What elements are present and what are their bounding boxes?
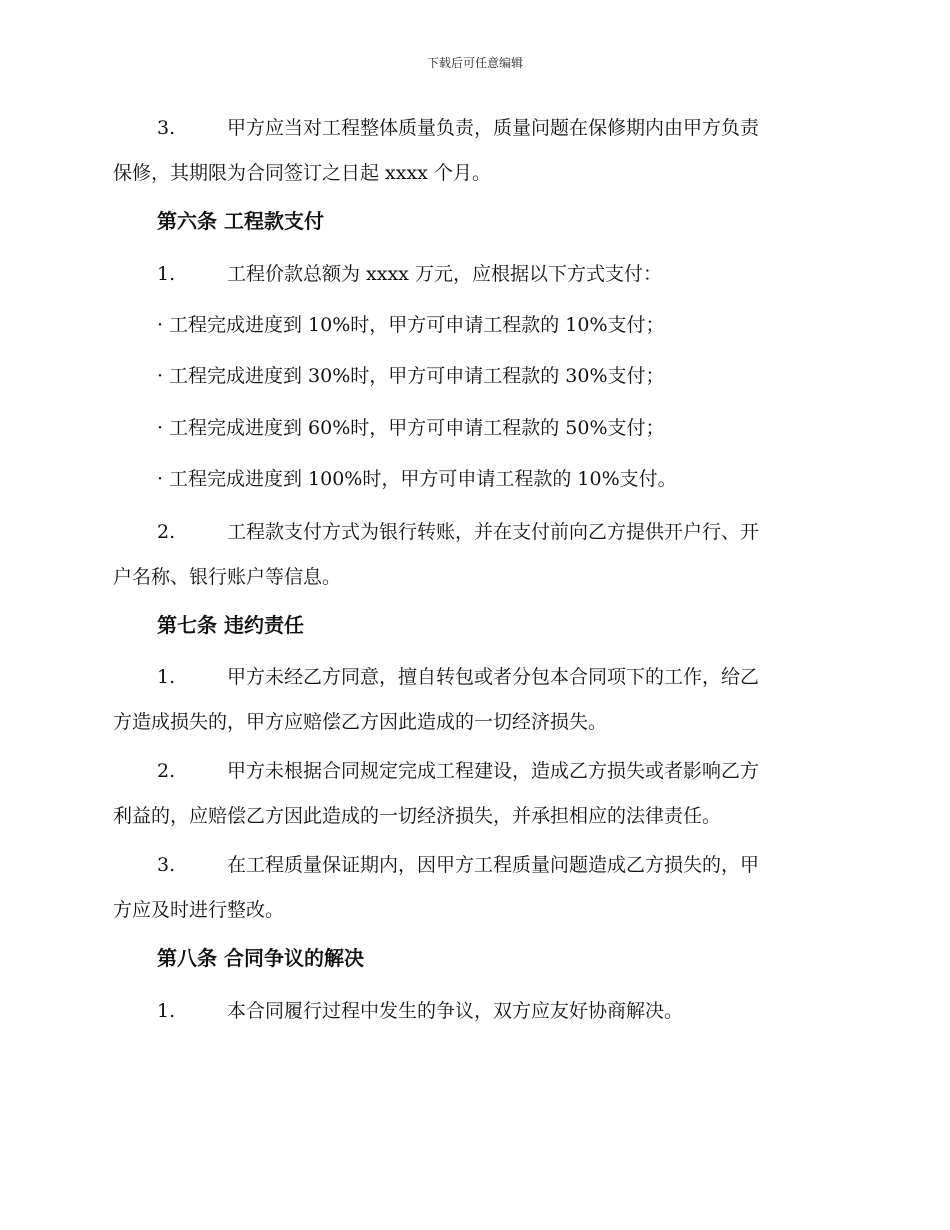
clause-7-3 xyxy=(113,853,833,943)
clause-text: 甲方未根据合同规定完成工程建设，造成乙方损失或者影响乙方 xyxy=(227,760,760,782)
clause-5-3 xyxy=(113,116,833,206)
bullet-text: 工程完成进度到 100%时，甲方可申请工程款的 10%支付。 xyxy=(169,468,677,490)
bullet-mark: · xyxy=(157,417,164,439)
clause-6-2 xyxy=(113,520,833,610)
payment-bullet xyxy=(157,416,665,440)
clause-text-continued: 利益的，应赔偿乙方因此造成的一切经济损失，并承担相应的法律责任。 xyxy=(113,805,722,827)
clause-text: 甲方应当对工程整体质量负责，质量问题在保修期内由甲方负责 xyxy=(227,117,760,139)
clause-number: 1. xyxy=(157,263,176,285)
bullet-mark: · xyxy=(157,365,164,387)
clause-number: 2. xyxy=(157,760,176,782)
page-header: 下载后可任意编辑 xyxy=(426,56,523,70)
clause-text: 本合同履行过程中发生的争议，双方应友好协商解决。 xyxy=(227,1000,684,1022)
section-heading-7: 第七条 违约责任 xyxy=(157,613,304,637)
clause-number: 1. xyxy=(157,666,176,688)
bullet-mark: · xyxy=(157,314,164,336)
clause-number: 3. xyxy=(157,854,176,876)
clause-text-continued: 保修，其期限为合同签订之日起 xxxx 个月。 xyxy=(113,162,491,184)
clause-text: 在工程质量保证期内，因甲方工程质量问题造成乙方损失的，甲 xyxy=(227,854,760,876)
bullet-text: 工程完成进度到 10%时，甲方可申请工程款的 10%支付； xyxy=(169,314,665,336)
clause-text: 工程价款总额为 xxxx 万元，应根据以下方式支付： xyxy=(227,263,662,285)
clause-7-2 xyxy=(113,759,833,849)
clause-6-1 xyxy=(113,262,833,286)
clause-number: 1. xyxy=(157,1000,176,1022)
clause-8-1 xyxy=(113,999,833,1023)
clause-text: 工程款支付方式为银行转账，并在支付前向乙方提供开户行、开 xyxy=(227,521,760,543)
clause-number: 2. xyxy=(157,521,176,543)
payment-bullet xyxy=(157,313,665,337)
payment-bullet xyxy=(157,467,677,491)
clause-text-continued: 户名称、银行账户等信息。 xyxy=(113,566,342,588)
clause-text: 甲方未经乙方同意，擅自转包或者分包本合同项下的工作，给乙 xyxy=(227,666,760,688)
clause-number: 3. xyxy=(157,117,176,139)
bullet-text: 工程完成进度到 60%时，甲方可申请工程款的 50%支付； xyxy=(169,417,665,439)
clause-7-1 xyxy=(113,665,833,755)
payment-bullet xyxy=(157,364,665,388)
section-heading-6: 第六条 工程款支付 xyxy=(157,209,324,233)
bullet-text: 工程完成进度到 30%时，甲方可申请工程款的 30%支付； xyxy=(169,365,665,387)
section-heading-8: 第八条 合同争议的解决 xyxy=(157,946,364,970)
clause-text-continued: 方造成损失的，甲方应赔偿乙方因此造成的一切经济损失。 xyxy=(113,711,608,733)
clause-text-continued: 方应及时进行整改。 xyxy=(113,899,285,921)
bullet-mark: · xyxy=(157,468,164,490)
